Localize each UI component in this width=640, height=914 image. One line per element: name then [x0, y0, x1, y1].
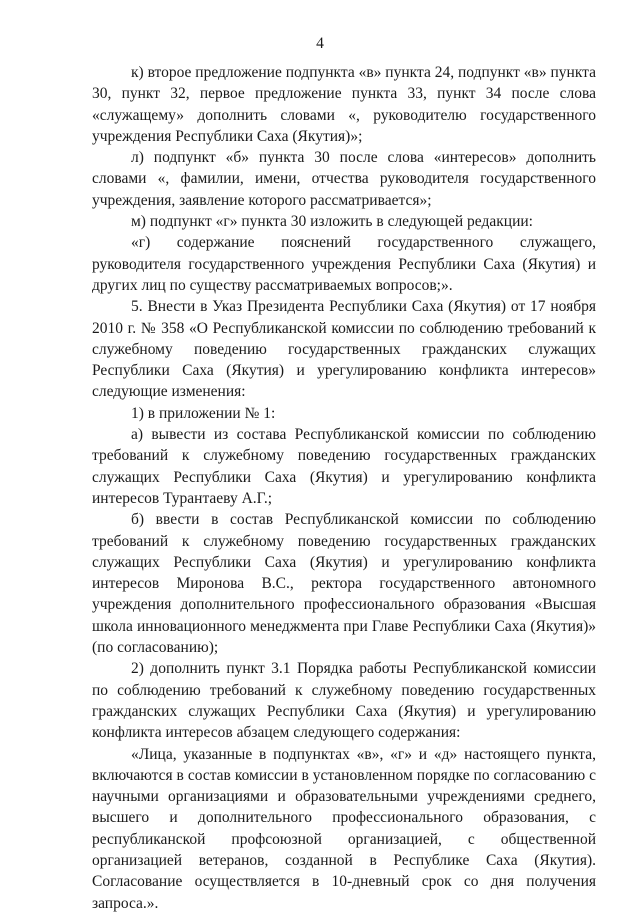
paragraph-subpoint-2: 2) дополнить пункт 3.1 Порядка работы Республиканской комиссии по соблюдению требований к служебному поведению государственных гражданских служащих Республики Саха (Якутия) и урегулированию конфликта интересов абзацем следующего содержания: — [92, 660, 596, 742]
paragraph-item-b: б) ввести в состав Республиканской комиссии по соблюдению требований к служебному поведению государственных гражданских служащих Республики Саха (Якутия) и урегулированию конфликта интересов Миронова В.С., ректора государственного автономного учреждения дополнительного профессионального образования «Высшая школа инновационного менеджмента при Главе Республики Саха (Якутия)» (по согласованию); — [92, 511, 596, 657]
document-body — [92, 62, 596, 914]
paragraph-item-a: а) вывести из состава Республиканской комиссии по соблюдению требований к служебному поведению государственных гражданских служащих Республики Саха (Якутия) и урегулированию конфликта интересов Турантаеву А.Г.; — [92, 426, 596, 507]
paragraph-quoted-addition: «Лица, указанные в подпунктах «в», «г» и «д» настоящего пункта, включаются в состав комиссии в установленном порядке по согласованию с научными организациями и образовательными учреждениями среднего, высшего и дополнительного профессионального образования, с республиканской профсоюзной организацией, с общественной организацией ветеранов, созданной в Республике Саха (Якутия). Согласование осуществляется в 10-дневный срок со дня получения запроса.». — [92, 745, 596, 912]
paragraph-point-5: 5. Внести в Указ Президента Республики Саха (Якутия) от 17 ноября 2010 г. № 358 «О Республиканской комиссии по соблюдению требований к служебному поведению государственных гражданских служащих Республики Саха (Якутия) и урегулированию конфликта интересов» следующие изменения: — [92, 298, 596, 401]
paragraph-item-l: л) подпункт «б» пункта 30 после слова «интересов» дополнить словами «, фамилии, имени, отчества руководителя государственного учреждения, заявление которого рассматривается»; — [92, 149, 596, 209]
page-number: 4 — [316, 35, 324, 52]
paragraph-quoted-item-g: «г) содержание пояснений государственного служащего, руководителя государственного учреждения Республики Саха (Якутия) и других лиц по существу рассматриваемых вопросов;». — [92, 234, 596, 294]
paragraph-item-m: м) подпункт «г» пункта 30 изложить в следующей редакции: — [131, 213, 533, 231]
paragraph-item-k: к) второе предложение подпункта «в» пункта 24, подпункт «в» пункта 30, пункт 32, первое предложение пункта 33, пункт 34 после слова «служащему» дополнить словами «, руководителю государственного учреждения Республики Саха (Якутия)»; — [92, 64, 596, 145]
paragraph-subpoint-1: 1) в приложении № 1: — [131, 404, 276, 422]
